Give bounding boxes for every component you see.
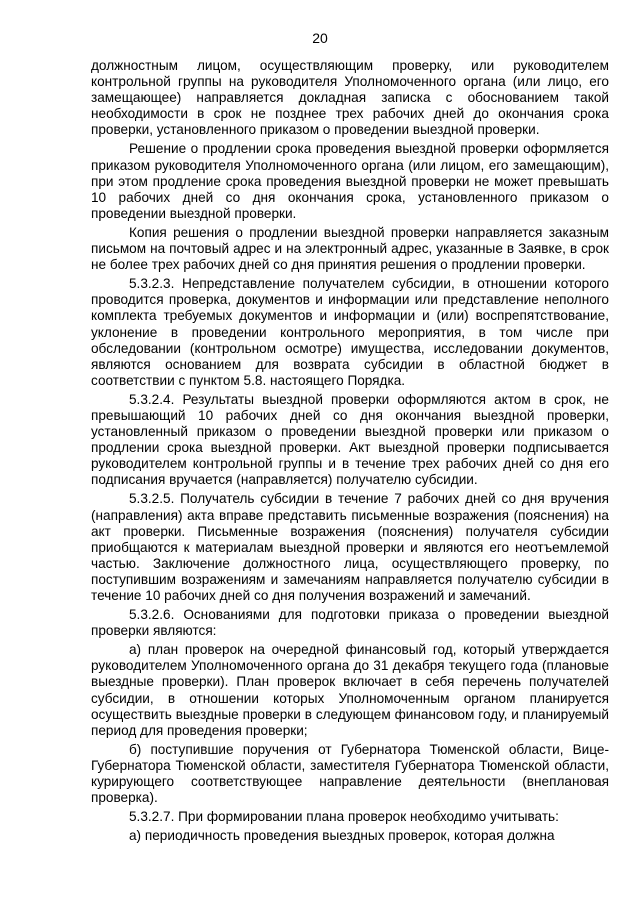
paragraph: 5.3.2.4. Результаты выездной проверки оформляются актом в срок, не превышающий 10 рабочих дней со дня окончания выездной проверки, установленный приказом о проведении выездной проверки или приказом о продлении срока выездной проверки. Акт выездной проверки подписывается руководителем контрольной группы и в течение трех рабочих дней со дня его подписания вручается (направляется) получателю субсидии. [91,391,609,488]
paragraph: должностным лицом, осуществляющим проверку, или руководителем контрольной группы на руководителя Уполномоченного органа (или лицо, его замещающее) направляется докладная записка с обоснованием такой необходимости в срок не позднее трех рабочих дней до окончания срока проверки, установленного приказом о проведении выездной проверки. [91,58,609,138]
paragraph: 5.3.2.6. Основаниями для подготовки приказа о проведении выездной проверки являются: [91,607,609,639]
paragraph: а) план проверок на очередной финансовый год, который утверждается руководителем Уполномоченного органа до 31 декабря текущего года (плановые выездные проверки). План проверок включает в себя перечень получателей субсидии, в отношении которых Уполномоченным органом планируется осуществить выездные проверки в следующем финансовом году, и планируемый период для проведения проверки; [91,642,609,738]
paragraph: б) поступившие поручения от Губернатора Тюменской области, Вице-Губернатора Тюменской области, заместителя Губернатора Тюменской области, курирующего соответствующее направление деятельности (внеплановая проверка). [91,741,609,806]
paragraph: а) периодичность проведения выездных проверок, которая должна [129,828,555,844]
page-number: 20 [312,30,328,46]
paragraph: Решение о продлении срока проведения выездной проверки оформляется приказом руководителя Уполномоченного органа (или лицом, его замещающим), при этом продление срока проведения выездной проверки не может превышать 10 рабочих дней со дня окончания срока, установленного приказом о проведении выездной проверки. [91,141,609,221]
body-text [91,58,609,847]
paragraph: 5.3.2.5. Получатель субсидии в течение 7 рабочих дней со дня вручения (направления) акта вправе представить письменные возражения (пояснения) на акт проверки. Письменные возражения (пояснения) получателя субсидии приобщаются к материалам выездной проверки и являются его неотъемлемой частью. Заключение должностного лица, осуществляющего проверку, по поступившим возражениям и замечаниям направляется получателю субсидии в течение 10 рабочих дней со дня получения возражений и замечаний. [91,491,609,603]
paragraph: 5.3.2.3. Непредставление получателем субсидии, в отношении которого проводится проверка, документов и информации или представление неполного комплекта требуемых документов и информации и (или) воспрепятствование, уклонение в проведении контрольного мероприятия, в том числе при обследовании (контрольном осмотре) имущества, исследовании документов, являются основанием для возврата субсидии в областной бюджет в соответствии с пунктом 5.8. настоящего Порядка. [91,276,609,388]
paragraph: Копия решения о продлении выездной проверки направляется заказным письмом на почтовый адрес и на электронный адрес, указанные в Заявке, в срок не более трех рабочих дней со дня принятия решения о продлении проверки. [91,224,609,273]
paragraph: 5.3.2.7. При формировании плана проверок необходимо учитывать: [129,809,559,825]
